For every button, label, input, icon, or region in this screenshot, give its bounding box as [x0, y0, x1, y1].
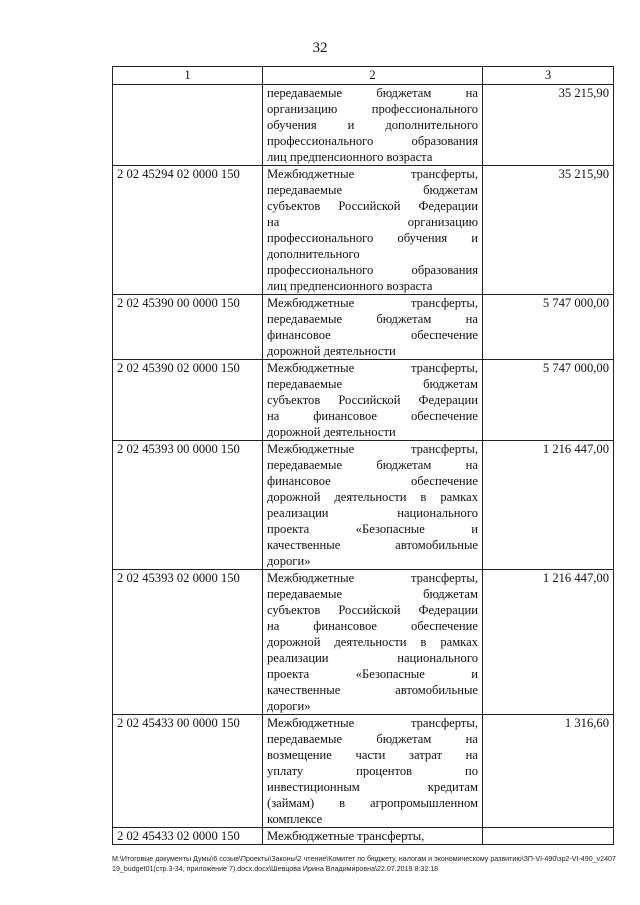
description-line: Межбюджетные трансферты, [267, 716, 478, 730]
description-line: передаваемые бюджетам на [267, 86, 478, 100]
description-line: комплексе [267, 812, 323, 826]
description-line: проекта «Безопасные и [267, 667, 478, 681]
description-line: дорожной деятельности [267, 425, 396, 439]
description-cell [263, 715, 483, 828]
description-line: субъектов Российской Федерации [267, 603, 478, 617]
description-line: дополнительного [267, 247, 360, 261]
budget-code-cell: 2 02 45390 00 0000 150 [113, 295, 263, 360]
description-line: финансовое обеспечение [267, 474, 478, 488]
table-row [113, 295, 614, 360]
column-header-2: 2 [263, 67, 483, 85]
description-line: дорожной деятельности [267, 344, 396, 358]
description-line: передаваемые бюджетам на [267, 732, 478, 746]
description-line: финансовое обеспечение [267, 328, 478, 342]
description-cell [263, 828, 483, 845]
description-line: на организацию [267, 215, 478, 229]
description-line: передаваемые бюджетам на [267, 312, 478, 326]
description-line: уплату процентов по [267, 764, 478, 778]
budget-code-cell: 2 02 45393 00 0000 150 [113, 441, 263, 570]
description-line: на финансовое обеспечение [267, 619, 478, 633]
description-line: реализации национального [267, 651, 478, 665]
description-line: дорожной деятельности в рамках [267, 490, 478, 504]
amount-cell: 1 316,60 [483, 715, 614, 828]
description-line: профессионального образования [267, 263, 478, 277]
description-line: возмещение части затрат на [267, 748, 478, 762]
description-line: качественные автомобильные [267, 538, 478, 552]
table-row [113, 828, 614, 845]
table-row [113, 360, 614, 441]
table-header-row [113, 67, 614, 85]
amount-cell: 5 747 000,00 [483, 295, 614, 360]
description-line: субъектов Российской Федерации [267, 393, 478, 407]
description-line: дорожной деятельности в рамках [267, 635, 478, 649]
table-row [113, 85, 614, 166]
description-line: дороги» [267, 699, 311, 713]
description-line: Межбюджетные трансферты, [267, 571, 478, 585]
description-line: передаваемые бюджетам [267, 587, 478, 601]
page-number: 32 [312, 40, 328, 56]
description-line: на финансовое обеспечение [267, 409, 478, 423]
description-line: Межбюджетные трансферты, [267, 361, 478, 375]
description-line: (займам) в агропромышленном [267, 796, 478, 810]
description-cell [263, 295, 483, 360]
description-line: проекта «Безопасные и [267, 522, 478, 536]
budget-code-cell: 2 02 45390 02 0000 150 [113, 360, 263, 441]
amount-cell: 35 215,90 [483, 85, 614, 166]
table-body [113, 85, 614, 845]
description-line: профессионального обучения и [267, 231, 478, 245]
description-cell [263, 85, 483, 166]
description-line: лиц предпенсионного возраста [267, 150, 433, 164]
description-line: передаваемые бюджетам [267, 377, 478, 391]
table-row [113, 166, 614, 295]
description-line: обучения и дополнительного [267, 118, 478, 132]
description-line: профессионального образования [267, 134, 478, 148]
budget-code-cell: 2 02 45433 00 0000 150 [113, 715, 263, 828]
description-line: реализации национального [267, 506, 478, 520]
column-header-3: 3 [483, 67, 614, 85]
description-cell [263, 441, 483, 570]
budget-code-cell: 2 02 45294 02 0000 150 [113, 166, 263, 295]
footer-file-path: M:\Итоговые документы Думы\6 созыв\Проекты\Законы\2 чтение\Комитет по бюджету, налогам и экономическому развитию\ЗП-VI-490\зр2-VI-490_v240719_budget01(стр.3-34, приложение 7).docx.docx\Шевцова Ирина Владимировна\22.07.2019 8:32:18 [112, 855, 616, 873]
description-line: передаваемые бюджетам на [267, 458, 478, 472]
description-line: дороги» [267, 554, 311, 568]
budget-code-cell [113, 85, 263, 166]
column-header-1: 1 [113, 67, 263, 85]
table-row [113, 441, 614, 570]
description-line: качественные автомобильные [267, 683, 478, 697]
description-line: Межбюджетные трансферты, [267, 829, 425, 843]
budget-table [112, 66, 614, 845]
description-line: субъектов Российской Федерации [267, 199, 478, 213]
description-cell [263, 166, 483, 295]
amount-cell: 35 215,90 [483, 166, 614, 295]
amount-cell [483, 828, 614, 845]
description-line: передаваемые бюджетам [267, 183, 478, 197]
description-line: организацию профессионального [267, 102, 478, 116]
amount-cell: 1 216 447,00 [483, 570, 614, 715]
amount-cell: 5 747 000,00 [483, 360, 614, 441]
description-line: инвестиционным кредитам [267, 780, 478, 794]
description-cell [263, 570, 483, 715]
table-row [113, 570, 614, 715]
budget-code-cell: 2 02 45393 02 0000 150 [113, 570, 263, 715]
amount-cell: 1 216 447,00 [483, 441, 614, 570]
description-cell [263, 360, 483, 441]
description-line: Межбюджетные трансферты, [267, 167, 478, 181]
description-line: лиц предпенсионного возраста [267, 279, 433, 293]
description-line: Межбюджетные трансферты, [267, 296, 478, 310]
description-line: Межбюджетные трансферты, [267, 442, 478, 456]
budget-code-cell: 2 02 45433 02 0000 150 [113, 828, 263, 845]
table-row [113, 715, 614, 828]
